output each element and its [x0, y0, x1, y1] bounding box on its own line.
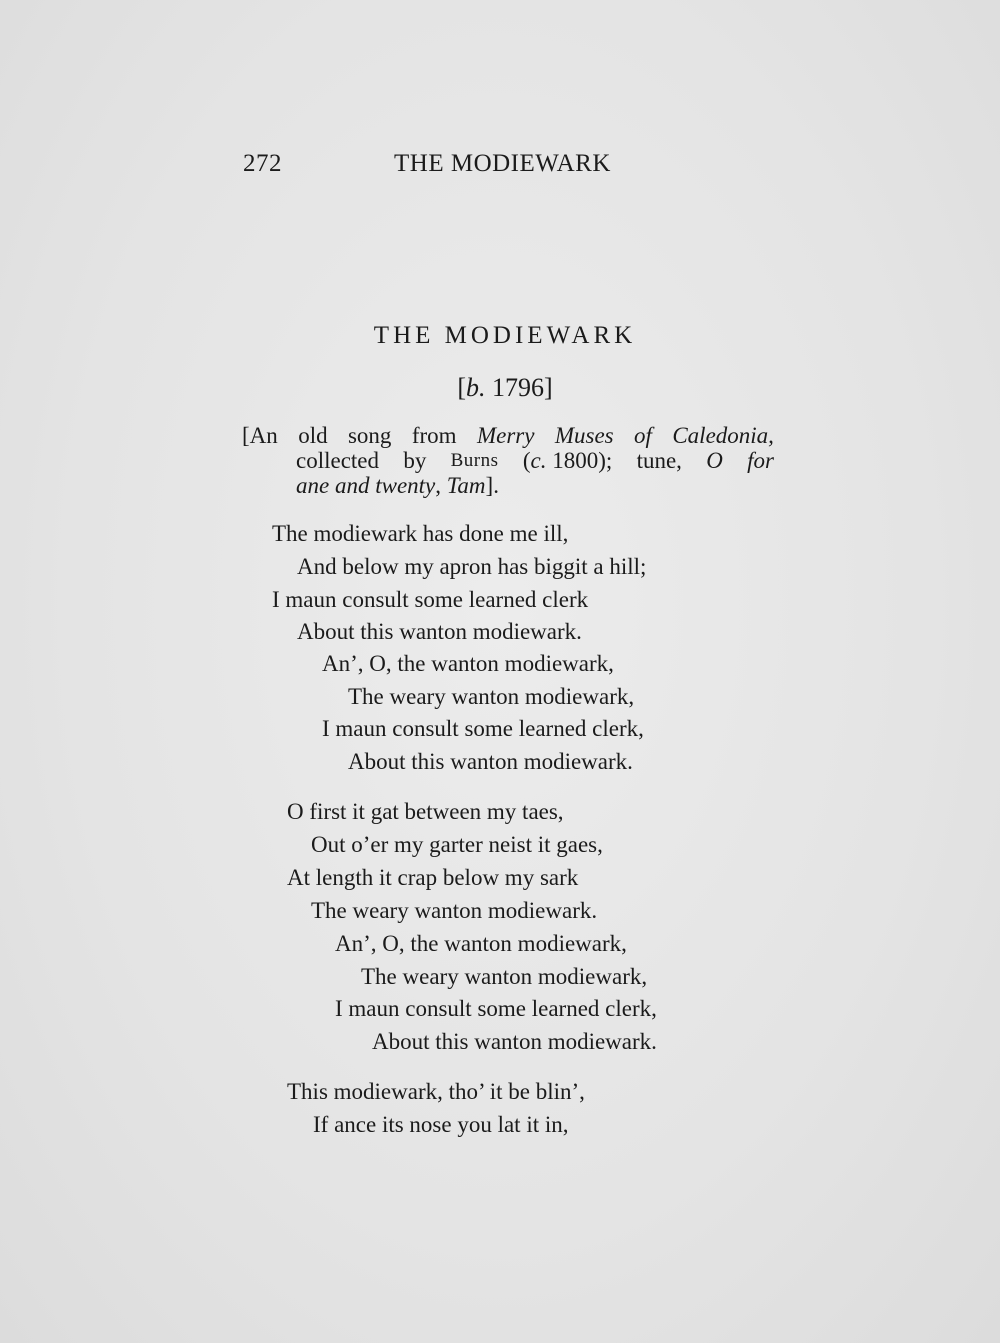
note-tune-title: O — [706, 448, 723, 473]
note-word: by — [403, 448, 427, 473]
page-number: 272 — [243, 150, 282, 177]
editorial-note-line-2 — [296, 449, 774, 473]
verse-line: At length it crap below my sark — [287, 865, 579, 890]
note-date: (c. 1800); — [522, 448, 613, 473]
note-word: tune, — [636, 448, 682, 473]
verse-line: I maun consult some learned clerk — [272, 587, 589, 612]
verse-line: I maun consult some learned clerk, — [322, 716, 644, 741]
note-word: from — [411, 423, 457, 448]
verse-line: An’, O, the wanton modiewark, — [335, 931, 627, 956]
note-word: collected — [296, 448, 380, 473]
note-word: [An — [242, 423, 278, 448]
editorial-note-line-3: ane and twenty, Tam]. — [296, 473, 499, 498]
verse-line: About this wanton modiewark. — [348, 749, 633, 774]
verse-line: The modiewark has done me ill, — [272, 521, 569, 546]
note-tune-title: Tam — [446, 473, 486, 498]
date-born-abbrev: b. — [466, 373, 486, 402]
verse-line: The weary wanton modiewark. — [311, 898, 598, 923]
date-year: 1796] — [485, 373, 553, 402]
note-source-title: Merry — [476, 423, 535, 448]
date-open-bracket: [ — [457, 373, 466, 402]
note-tune-title: for — [747, 448, 774, 473]
verse-line: The weary wanton modiewark, — [361, 964, 648, 989]
verse-line: If ance its nose you lat it in, — [313, 1112, 569, 1137]
editorial-note-line-1 — [242, 424, 774, 448]
verse-line: An’, O, the wanton modiewark, — [322, 651, 614, 676]
running-title: THE MODIEWARK — [394, 150, 611, 177]
verse-line: About this wanton modiewark. — [372, 1029, 657, 1054]
note-word: old — [298, 423, 328, 448]
verse-line: The weary wanton modiewark, — [348, 684, 635, 709]
verse-line: About this wanton modiewark. — [297, 619, 582, 644]
poem-date — [0, 373, 1000, 403]
poem-title: THE MODIEWARK — [373, 322, 637, 349]
note-tune-title: ane and twenty — [296, 473, 436, 498]
note-source-title: Caledonia, — [672, 423, 774, 448]
verse-line: And below my apron has biggit a hill; — [297, 554, 647, 579]
verse-line: I maun consult some learned clerk, — [335, 996, 657, 1021]
note-source-title: of — [634, 423, 652, 448]
verse-line: This modiewark, tho’ it be blin’, — [287, 1079, 585, 1104]
note-word: song — [347, 423, 392, 448]
verse-line: Out o’er my garter neist it gaes, — [311, 832, 603, 857]
note-author: Burns — [450, 450, 499, 471]
verse-line: O first it gat between my taes, — [287, 799, 564, 824]
note-source-title: Muses — [554, 423, 614, 448]
